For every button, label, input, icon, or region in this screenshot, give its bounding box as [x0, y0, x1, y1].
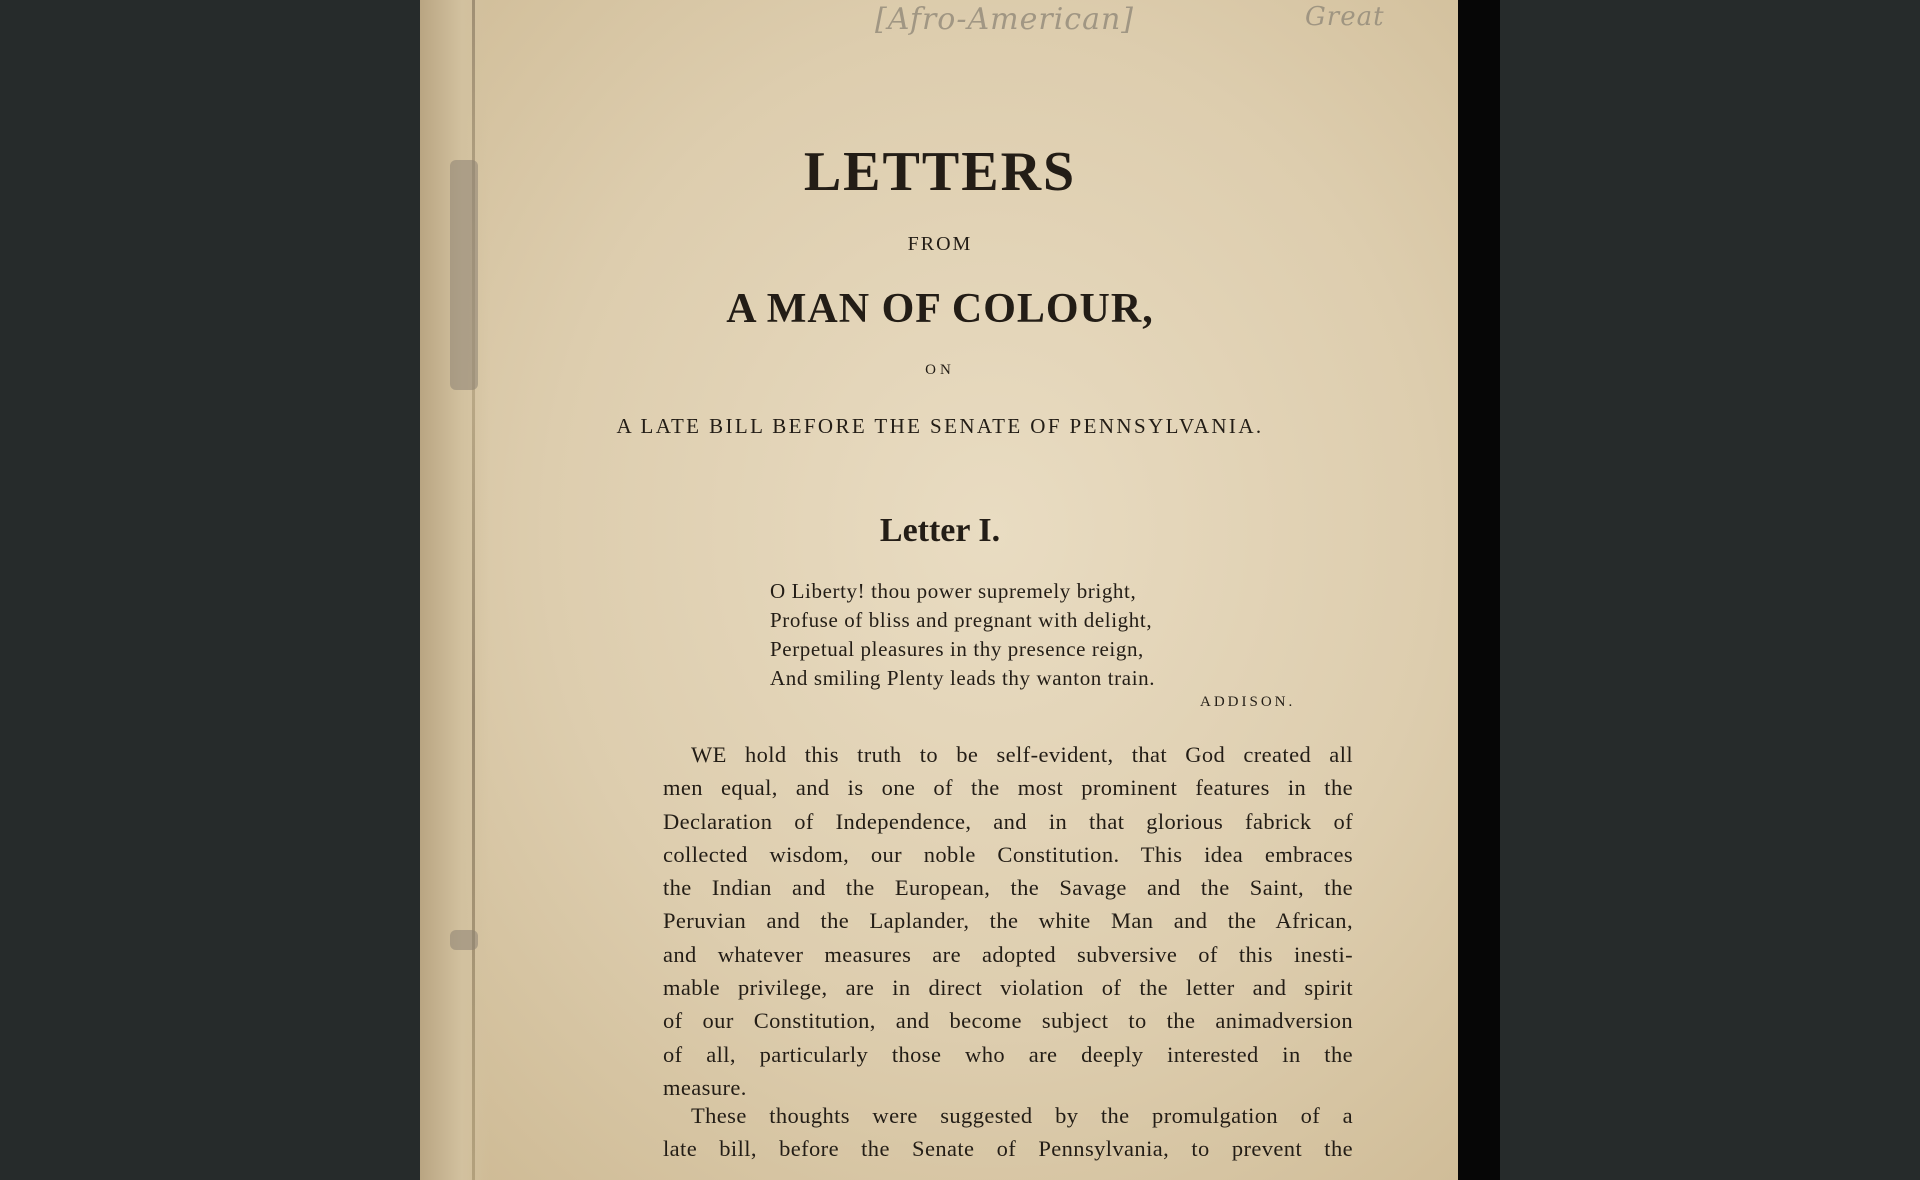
paragraph-line: late bill, before the Senate of Pennsylvania, to prevent the [663, 1136, 1353, 1162]
epigraph-line: O Liberty! thou power supremely bright, [770, 579, 1137, 603]
paragraph-line: and whatever measures are adopted subversive of this inesti- [663, 941, 1353, 967]
epigraph [770, 577, 1155, 693]
title-bill-line: A LATE BILL BEFORE THE SENATE OF PENNSYLVANIA. [616, 414, 1264, 438]
paragraph-line: WE hold this truth to be self-evident, that God created all [691, 742, 1353, 767]
paragraph-line: men equal, and is one of the most prominent features in the [663, 775, 1353, 801]
paragraph-line: Peruvian and the Laplander, the white Man and the African, [663, 908, 1353, 934]
epigraph-line: Profuse of bliss and pregnant with delight, [770, 608, 1153, 632]
title-on: ON [925, 362, 955, 378]
paragraph-line: collected wisdom, our noble Constitution. This idea embraces [663, 841, 1353, 867]
scanned-page [420, 0, 1460, 1180]
paragraph-line: These thoughts were suggested by the promulgation of a [691, 1103, 1353, 1128]
pencil-note-top-right: Great [1305, 2, 1385, 32]
paragraph-line: of our Constitution, and become subject to the animadversion [663, 1008, 1353, 1034]
page-shadow-edge [1458, 0, 1500, 1180]
letter-heading: Letter I. [879, 512, 1001, 549]
paragraph-line: Declaration of Independence, and in that glorious fabrick of [663, 808, 1353, 834]
binding-stain [450, 930, 478, 950]
epigraph-line: And smiling Plenty leads thy wanton train. [770, 666, 1156, 690]
body-paragraph-2 [663, 1099, 1353, 1166]
body-paragraph-1 [663, 738, 1353, 1104]
paragraph-line: mable privilege, are in direct violation of the letter and spirit [663, 975, 1353, 1001]
epigraph-attribution: ADDISON. [1200, 694, 1296, 710]
title-from: FROM [907, 233, 973, 255]
paragraph-line: of all, particularly those who are deeply interested in the [663, 1041, 1353, 1067]
document-title: LETTERS [803, 141, 1077, 203]
paragraph-line: measure. [663, 1074, 747, 1100]
document-subtitle: A MAN OF COLOUR, [726, 286, 1154, 332]
pencil-note-top-center: [Afro-American] [875, 2, 1134, 37]
epigraph-line: Perpetual pleasures in thy presence reign, [770, 637, 1144, 661]
paragraph-line: the Indian and the European, the Savage and the Saint, the [663, 875, 1353, 901]
